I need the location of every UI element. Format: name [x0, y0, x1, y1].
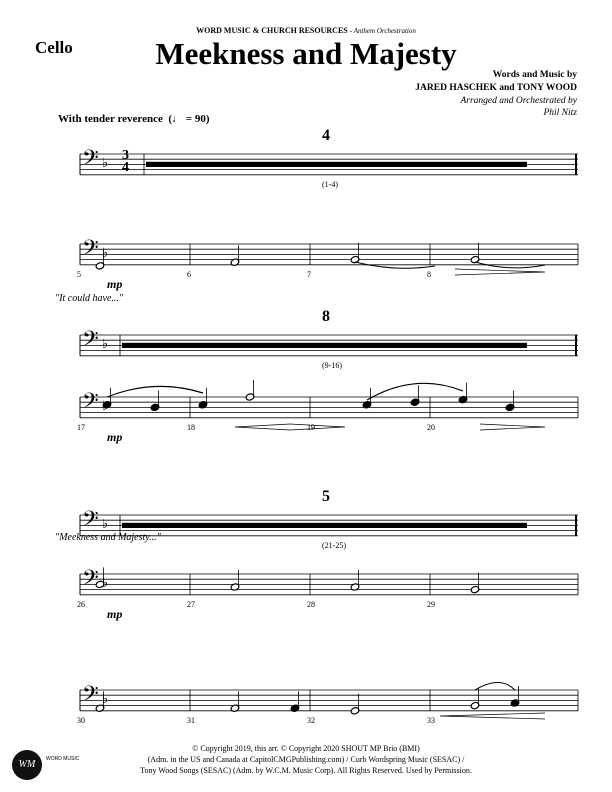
tempo-mark: (♩ = 90) — [168, 113, 210, 125]
bass-clef-icon: 𝄢 — [82, 236, 99, 266]
bass-clef-icon: 𝄢 — [82, 389, 99, 419]
bass-clef-icon: 𝄢 — [82, 566, 99, 596]
measure-number: 28 — [307, 600, 315, 609]
measure-number: 8 — [427, 270, 431, 279]
cue-text: "Meekness and Majesty..." — [55, 532, 161, 543]
bass-clef-icon: 𝄢 — [82, 327, 99, 357]
slur — [367, 383, 463, 400]
key-signature-flat-icon: ♭ — [102, 517, 109, 532]
logo-text: WORD MUSIC — [46, 756, 80, 762]
multi-measure-rest — [122, 523, 527, 528]
credit-composers: JARED HASCHEK and TONY WOOD — [415, 83, 577, 93]
page-title: Meekness and Majesty — [155, 36, 457, 71]
crescendo-hairpin — [235, 424, 290, 430]
slur — [107, 386, 203, 397]
bass-clef-icon: 𝄢 — [82, 146, 99, 176]
measure-number: 6 — [187, 270, 191, 279]
multi-measure-rest — [146, 162, 527, 167]
measure-number: 18 — [187, 423, 195, 432]
measure-number: 32 — [307, 716, 315, 725]
measure-number: 31 — [187, 716, 195, 725]
key-signature-flat-icon: ♭ — [102, 246, 109, 261]
crescendo-hairpin — [440, 713, 545, 719]
rest-range: (1-4) — [322, 180, 338, 189]
measure-number: 29 — [427, 600, 435, 609]
cue-text: "It could have..." — [55, 293, 124, 304]
measure-number: 20 — [427, 423, 435, 432]
measure-number: 5 — [77, 270, 81, 279]
measure-number: 19 — [307, 423, 315, 432]
bass-clef-icon: 𝄢 — [82, 507, 99, 537]
key-signature-flat-icon: ♭ — [102, 692, 109, 707]
dynamic-marking: mp — [107, 607, 123, 621]
measure-number: 27 — [187, 600, 195, 609]
rest-range: (9-16) — [322, 361, 342, 370]
credit-arranger: Phil Nitz — [543, 108, 577, 118]
word-music-logo: WM — [12, 750, 42, 780]
measure-number: 17 — [77, 423, 85, 432]
measure-number: 7 — [307, 270, 311, 279]
publisher: WORD MUSIC & CHURCH RESOURCES — [196, 26, 348, 35]
rest-count: 4 — [322, 127, 330, 144]
copyright-line-3: Tony Wood Songs (SESAC) (Adm. by W.C.M. Music Corp). All Rights Reserved. Used by Permission. — [140, 766, 472, 775]
tempo-text: With tender reverence — [58, 113, 163, 125]
copyright-line-1: © Copyright 2019, this arr. © Copyright 2020 SHOUT MP Brio (BMI) — [192, 744, 420, 753]
multi-measure-rest — [122, 343, 527, 348]
measure-number: 30 — [77, 716, 85, 725]
rest-count: 5 — [322, 488, 330, 505]
key-signature-flat-icon: ♭ — [102, 337, 109, 352]
key-signature-flat-icon: ♭ — [102, 156, 109, 171]
measure-number: 33 — [427, 716, 435, 725]
dynamic-marking: mp — [107, 277, 123, 291]
diminuendo-hairpin — [480, 424, 545, 430]
diminuendo-hairpin — [455, 269, 545, 275]
key-signature-flat-icon: ♭ — [102, 399, 109, 414]
rest-range: (21-25) — [322, 541, 346, 550]
credit-arranged: Arranged and Orchestrated by — [460, 96, 577, 106]
time-signature-bottom: 4 — [122, 160, 129, 175]
key-signature-flat-icon: ♭ — [102, 576, 109, 591]
slur — [475, 683, 515, 691]
credit-words-music: Words and Music by — [492, 70, 577, 80]
publisher-sub: - Anthem Orchestration — [349, 27, 416, 35]
copyright-line-2: (Adm. in the US and Canada at CapitolCMGPublishing.com) / Curb Wordspring Music (SESAC) / — [147, 755, 465, 764]
time-signature-top: 3 — [122, 148, 129, 163]
rest-count: 8 — [322, 308, 330, 325]
bass-clef-icon: 𝄢 — [82, 682, 99, 712]
diminuendo-hairpin — [290, 424, 345, 430]
dynamic-marking: mp — [107, 430, 123, 444]
measure-number: 26 — [77, 600, 85, 609]
copyright-footer — [0, 743, 612, 776]
instrument-name: Cello — [35, 38, 73, 57]
